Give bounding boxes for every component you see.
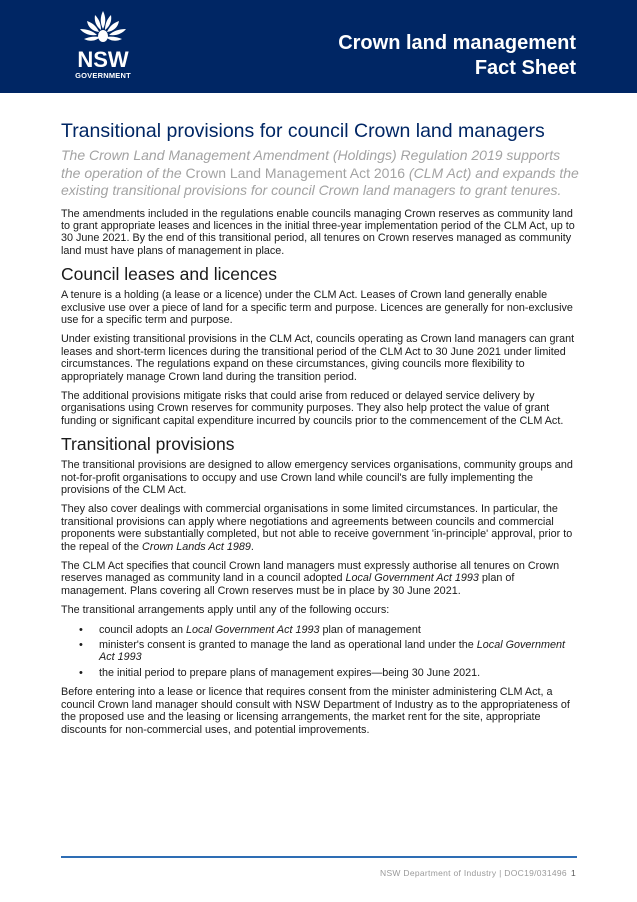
- list-item: [61, 639, 581, 664]
- header-title-line2: Fact Sheet: [474, 57, 576, 79]
- nsw-government-logo: [66, 9, 140, 83]
- transitional-paragraph-4: The transitional arrangements apply until any of the following occurs:: [61, 604, 390, 617]
- bullet2-act-name: Local Government Act 1993: [99, 639, 566, 664]
- document-body: [61, 119, 581, 743]
- bullet1-text-a: council adopts an: [99, 623, 187, 636]
- transitional-paragraph-2: [61, 503, 581, 553]
- logo-government-text: GOVERNMENT: [75, 71, 131, 80]
- tp3-text-c: plan of management. Plans covering all Crown reserves must be in place by 30 June 2021.: [61, 572, 515, 597]
- logo-nsw-text: NSW: [77, 47, 129, 72]
- section-heading-leases: Council leases and licences: [61, 264, 277, 285]
- footer-reference: NSW Department of Industry | DOC19/031496: [380, 868, 567, 878]
- tp2-text-a: They also cover dealings with commercial organisations in some limited circumstances. In particular, the transitional provisions can apply where negotiations and agreements between councils and commercial proponents were substantially completed, but not able to receive government 'in-principle' approval, prior to the repeal of the: [61, 503, 573, 553]
- list-item: [61, 624, 581, 636]
- bullet1-act-name: Local Government Act 1993: [186, 623, 320, 636]
- intro-paragraph: The amendments included in the regulations enable councils managing Crown reserves as community land to grant appropriate leases and licences in the initial three-year implementation period of the CLM Act, up to 30 June 2021. By the end of this transitional period, all tenures on Crown reserves managed as community land must have plans of management in place.: [61, 207, 575, 257]
- waratah-flower-icon: [76, 9, 130, 49]
- transitional-paragraph-3: [61, 560, 581, 597]
- footer-divider: [61, 856, 577, 858]
- page-header: [0, 0, 637, 93]
- list-item: • the initial period to prepare plans of management expires—being 30 June 2021.: [61, 667, 581, 679]
- page-footer: [380, 868, 576, 878]
- lead-paragraph: [61, 147, 581, 200]
- conditions-list: [61, 624, 581, 680]
- tp3-act-name: Local Government Act 1993: [345, 572, 479, 585]
- tp3-text-a: The CLM Act specifies that council Crown land managers must expressly authorise all tenures on Crown reserves managed as community land in a council adopted: [61, 560, 560, 585]
- lead-text-3: (CLM Act) and expands the existing transitional provisions for council Crown land managers to grant tenures.: [61, 164, 579, 198]
- page-number: 1: [570, 868, 576, 878]
- header-title-line1: Crown land management: [338, 32, 576, 54]
- leases-paragraph-1: A tenure is a holding (a lease or a licence) under the CLM Act. Leases of Crown land generally enable exclusive use over a piece of land for a specific term and purpose. Licences are generally for non-exclusive use for a specific term and purpose.: [61, 289, 573, 326]
- leases-paragraph-3: The additional provisions mitigate risks that could arise from reduced or delayed service delivery by organisations using Crown reserves for community purposes. They also help protect the value of grant funding or significant capital expenditure incurred by councils prior to the commencement of the CLM Act.: [61, 389, 564, 427]
- leases-paragraph-2: Under existing transitional provisions in the CLM Act, councils operating as Crown land managers can grant leases and short-term licences during the transitional period of the CLM Act to 30 June 2021 under limited circumstances. The regulations expand on these circumstances, giving councils more flexibility to appropriately manage Crown land during the transition period.: [61, 333, 575, 383]
- bullet1-text-c: plan of management: [319, 623, 421, 636]
- transitional-paragraph-1: The transitional provisions are designed to allow emergency services organisations, community groups and not-for-profit organisations to occupy and use Crown land while council's are fully implementing the provisions of the CLM Act.: [61, 459, 573, 496]
- header-title: [338, 31, 576, 81]
- tp2-text-c: .: [250, 540, 254, 553]
- bullet2-text-a: minister's consent is granted to manage the land as operational land under the: [99, 639, 477, 652]
- lead-act-name: Crown Land Management Act 2016: [185, 164, 406, 181]
- section-heading-transitional: Transitional provisions: [61, 434, 235, 455]
- document-title: Transitional provisions for council Crown land managers: [61, 120, 545, 142]
- transitional-paragraph-5: Before entering into a lease or licence that requires consent from the minister administering CLM Act, a council Crown land manager should consult with NSW Department of Industry as to the appropriateness of the proposed use and the leasing or licensing arrangements, the market rent for the site, appropriate discounts for non-commercial uses, and potential improvements.: [61, 686, 570, 736]
- tp2-act-name: Crown Lands Act 1989: [142, 540, 251, 553]
- lead-text-1: The Crown Land Management Amendment (Holdings) Regulation 2019 supports the operation of the: [61, 147, 561, 181]
